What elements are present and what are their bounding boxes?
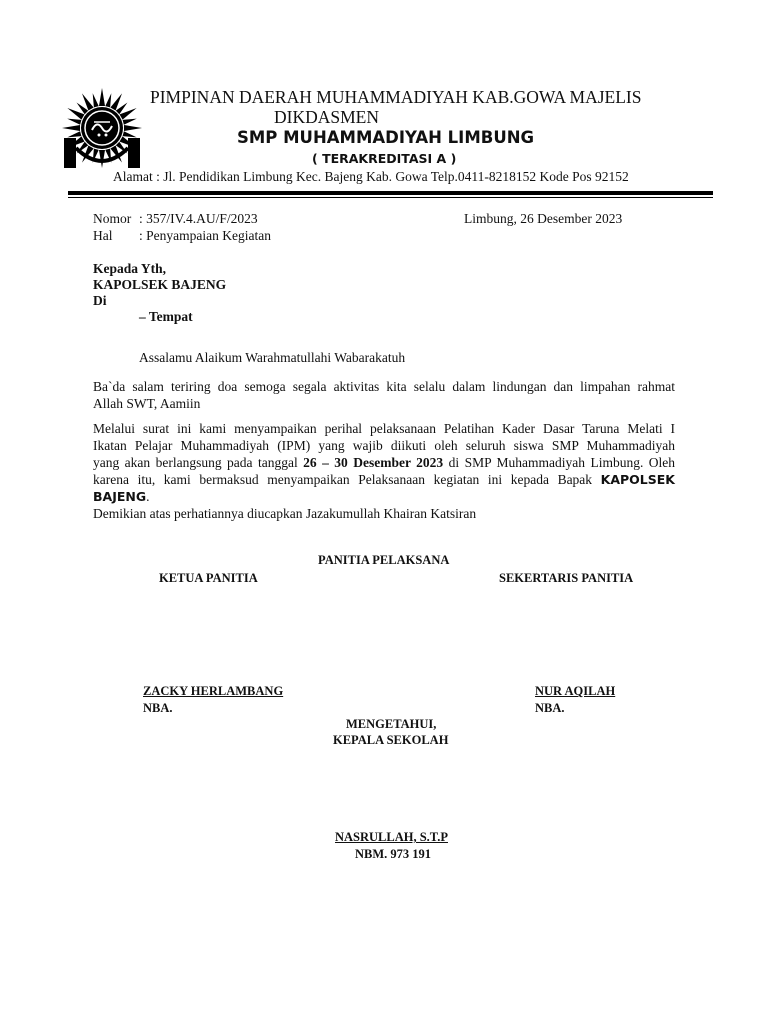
paragraph-line: Ba`da salam teriring doa semoga segala aktivitas kita selalu dalam lindungan dan limpahan rahmat — [93, 379, 675, 394]
text-fragment: yang akan berlangsung pada tanggal — [93, 455, 298, 470]
acknowledged-label: MENGETAHUI, — [346, 717, 437, 731]
principal-title: KEPALA SEKOLAH — [333, 733, 449, 747]
hal-label: Hal — [93, 228, 113, 243]
accreditation-label: ( TERAKREDITASI A ) — [312, 151, 457, 166]
text-fragment: di SMP Muhammadiyah Limbung. Oleh — [448, 455, 676, 470]
organization-name: PIMPINAN DAERAH MUHAMMADIYAH KAB.GOWA MAJELIS — [150, 87, 642, 107]
paragraph-line: Melalui surat ini kami menyampaikan perihal pelaksanaan Pelatihan Kader Dasar Taruna Melati I — [93, 421, 675, 436]
muhammadiyah-emblem-logo — [62, 86, 154, 170]
place-date: Limbung, 26 Desember 2023 — [464, 211, 623, 226]
nomor-value: : 357/IV.4.AU/F/2023 — [139, 211, 258, 226]
secretary-title: SEKERTARIS PANITIA — [499, 571, 634, 585]
paragraph-line: Allah SWT, Aamiin — [93, 396, 201, 411]
secretary-name: NUR AQILAH — [535, 684, 616, 698]
greeting: Assalamu Alaikum Warahmatullahi Wabarakatuh — [139, 350, 406, 365]
recipient-name: KAPOLSEK BAJENG — [93, 277, 227, 292]
paragraph-line — [93, 454, 675, 471]
event-date: 26 – 30 Desember 2023 — [303, 455, 444, 470]
school-address: Alamat : Jl. Pendidikan Limbung Kec. Bajeng Kab. Gowa Telp.0411-8218152 Kode Pos 92152 — [113, 169, 629, 184]
paragraph-line — [93, 488, 675, 505]
paragraph-line: Ikatan Pelajar Muhammadiyah (IPM) yang wajib diikuti oleh seluruh siswa SMP Muhammadiyah — [93, 438, 675, 453]
chair-id: NBA. — [143, 701, 173, 715]
committee-heading: PANITIA PELAKSANA — [318, 553, 450, 567]
nomor-label: Nomor — [93, 211, 132, 226]
recipient-di: Di — [93, 293, 107, 308]
letterhead-divider-thick — [68, 191, 713, 195]
chair-title: KETUA PANITIA — [159, 571, 258, 585]
organization-division: DIKDASMEN — [274, 107, 379, 127]
hal-value: : Penyampaian Kegiatan — [139, 228, 271, 243]
paragraph-line — [93, 471, 675, 488]
secretary-id: NBA. — [535, 701, 565, 715]
paragraph-main — [93, 420, 675, 522]
text-fragment: karena itu, kami bermaksud menyampaikan Pelaksanaan kegiatan ini kepada Bapak — [93, 472, 593, 487]
closing-line: Demikian atas perhatiannya diucapkan Jazakumullah Khairan Katsiran — [93, 506, 477, 521]
recipient-emphasis: KAPOLSEK — [600, 472, 675, 487]
paragraph-opening — [93, 378, 675, 412]
letterhead-divider-thin — [68, 197, 713, 198]
recipient-place: – Tempat — [139, 309, 193, 324]
recipient-emphasis: BAJENG — [93, 489, 147, 504]
principal-id: NBM. 973 191 — [355, 847, 432, 861]
school-name: SMP MUHAMMADIYAH LIMBUNG — [237, 128, 535, 147]
recipient-salutation: Kepada Yth, — [93, 261, 167, 276]
text-fragment: . — [146, 489, 150, 504]
chair-name: ZACKY HERLAMBANG — [143, 684, 284, 698]
principal-name: NASRULLAH, S.T.P — [335, 830, 448, 844]
